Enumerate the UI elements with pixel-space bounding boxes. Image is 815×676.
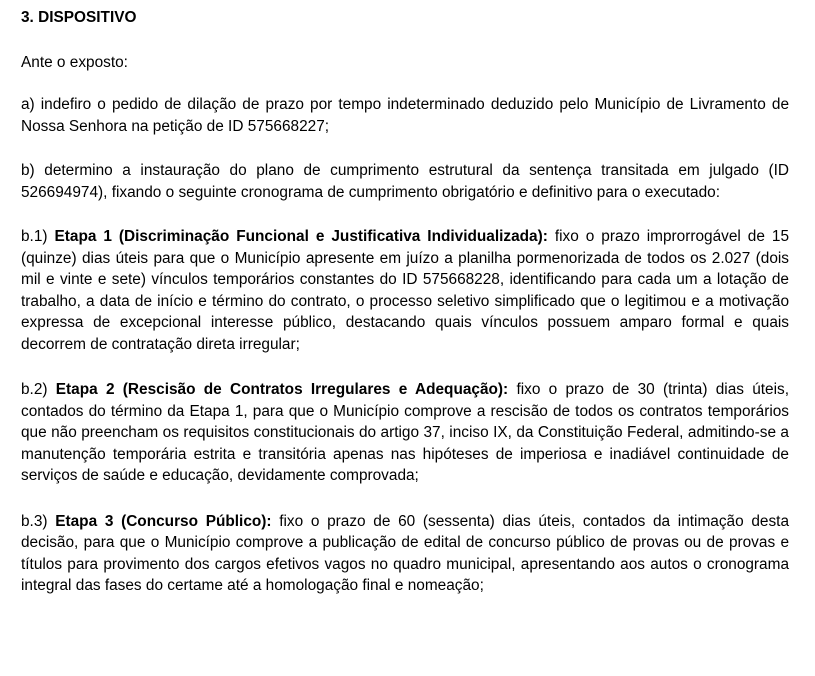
item-b-paragraph: b) determino a instauração do plano de cumprimento estrutural da sentença transitada em julgado (ID 526694974), fixando o seguinte cronograma de cumprimento obrigatório e definitivo para o executado: (21, 162, 789, 201)
item-b3-prefix: b.3) (21, 512, 56, 530)
item-b1-prefix: b.1) (21, 228, 55, 245)
item-b2-title: Etapa 2 (Rescisão de Contratos Irregulares e Adequação): (55, 381, 509, 398)
item-b2-prefix: b.2) (21, 381, 56, 398)
item-b1-body: fixo o prazo improrrogável de 15 (quinze) dias úteis para que o Município apresente em juízo a planilha pormenorizada de todos os 2.027 (dois mil e vinte e sete) vínculos temporários constantes do ID 575668228, identificando para cada um a lotação de trabalho, a data de início e término do contrato, o processo seletivo simplificado que o legitimou e a motivação expressa de excepcional interesse público, destacando quais vínculos possuem amparo formal e quais decorrem de contratação direta irregular; (21, 228, 789, 353)
item-a-paragraph: a) indefiro o pedido de dilação de prazo por tempo indeterminado deduzido pelo Município de Livramento de Nossa Senhora na petição de ID 575668227; (21, 96, 789, 135)
document-page (21, 7, 789, 620)
item-b3-body: fixo o prazo de 60 (sessenta) dias úteis, contados da intimação desta decisão, para que o Município comprove a publicação de edital de concurso público de provas ou de provas e títulos para provimento dos cargos efetivos vagos no quadro municipal, apresentando aos autos o cronograma integral das fases do certame até a homologação final e nomeação; (21, 512, 790, 594)
item-b1-title: Etapa 1 (Discriminação Funcional e Justificativa Individualizada): (54, 228, 548, 245)
intro-paragraph: Ante o exposto: (21, 53, 128, 71)
section-heading: 3. DISPOSITIVO (21, 9, 137, 26)
item-b3-title: Etapa 3 (Concurso Público): (55, 512, 272, 530)
item-b1-paragraph (21, 226, 789, 355)
item-b3-paragraph (21, 511, 789, 597)
item-b2-body: fixo o prazo de 30 (trinta) dias úteis, contados do término da Etapa 1, para que o Município comprove a rescisão de todos os contratos temporários que não preencham os requisitos constitucionais do artigo 37, inciso IX, da Constituição Federal, admitindo-se a manutenção temporária estrita e transitória apenas nas hipóteses de imperiosa e inadiável continuidade de serviços de saúde e educação, devidamente comprovada; (21, 381, 789, 484)
item-b2-paragraph (21, 379, 789, 487)
